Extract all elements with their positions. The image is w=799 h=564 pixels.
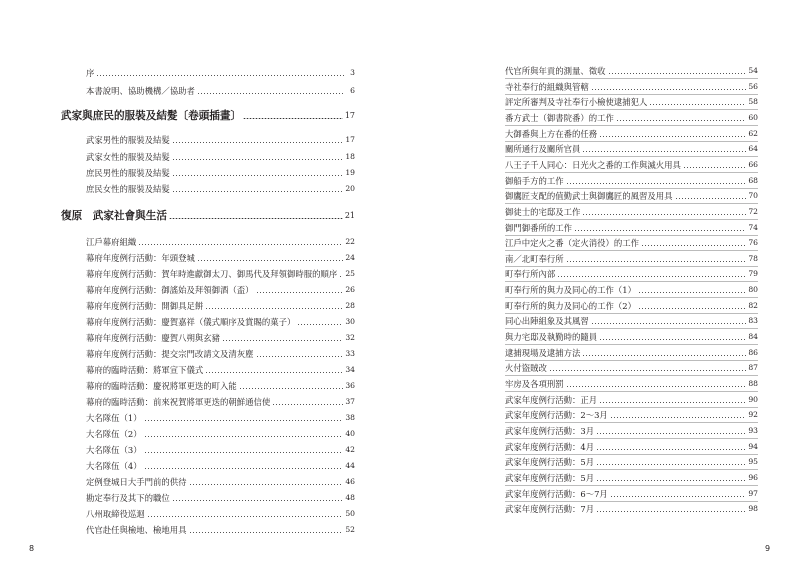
toc-entry-page: 36: [345, 381, 355, 390]
toc-entry: [505, 158, 758, 172]
dot-leader: [96, 75, 344, 76]
dot-leader: [599, 339, 746, 340]
toc-entry: [505, 95, 758, 109]
toc-entry-title: 武家年度例行活動：4月: [505, 442, 595, 452]
toc-entry-page: 52: [345, 525, 355, 534]
toc-entry-title: 武家年度例行活動：正月: [505, 395, 598, 405]
dot-leader: [599, 136, 746, 137]
toc-entry-title: 牢房及各項刑罰: [505, 379, 564, 389]
toc-entry: [61, 182, 355, 196]
toc-entry-title: 庶民女性的服裝及結髮: [86, 184, 170, 194]
toc-entry-page: 82: [748, 301, 758, 310]
page-number-right: 9: [765, 544, 771, 553]
toc-entry: [505, 502, 758, 516]
dot-leader: [574, 230, 746, 231]
toc-entry: [505, 299, 758, 313]
toc-entry-title: 御徒士的宅邸及工作: [505, 207, 581, 217]
toc-entry-page: 60: [748, 113, 758, 122]
toc-entry: [61, 523, 355, 537]
toc-entry: [61, 267, 355, 281]
row-divider: [505, 281, 758, 282]
toc-entry-title: 幕府年度例行活動：御謠始及拜領御酒（盃）: [86, 285, 254, 295]
toc-entry: [61, 507, 355, 521]
toc-entry-title: 大名隊伍（1）: [86, 413, 142, 423]
toc-entry: [61, 443, 355, 457]
dot-leader: [608, 73, 747, 74]
row-divider: [505, 203, 758, 204]
toc-entry-title: 幕府年度例行活動：年頭登城: [86, 253, 195, 263]
toc-entry: [61, 395, 355, 409]
dot-leader: [222, 340, 343, 341]
toc-entry-title: 大名隊伍（3）: [86, 445, 142, 455]
toc-entry: [61, 133, 355, 147]
dot-leader: [172, 142, 344, 143]
toc-entry-title: 江戶中定火之番（定火消役）的工作: [505, 238, 639, 248]
toc-entry-page: 38: [345, 413, 355, 422]
dot-leader: [189, 484, 344, 485]
dot-leader: [549, 370, 746, 371]
toc-entry: [61, 363, 355, 377]
dot-leader: [205, 308, 343, 309]
dot-leader: [144, 468, 344, 469]
toc-entry: [505, 346, 758, 360]
toc-entry-page: 28: [345, 301, 355, 310]
toc-entry-title: 寺社奉行的組織與管轄: [505, 82, 589, 92]
toc-entry-page: 96: [748, 473, 758, 482]
dot-leader: [256, 356, 344, 357]
toc-entry-page: 46: [345, 477, 355, 486]
toc-entry: [505, 80, 758, 94]
toc-entry-page: 68: [748, 176, 758, 185]
toc-entry-page: 22: [345, 237, 355, 246]
toc-entry-title: 幕府的臨時活動：前來祝賀將軍更迭的朝鮮通信使: [86, 397, 271, 407]
toc-entry-page: 54: [748, 66, 758, 75]
dot-leader: [596, 449, 746, 450]
toc-entry-page: 58: [748, 97, 758, 106]
toc-entry-page: 37: [345, 397, 355, 406]
dot-leader: [144, 452, 344, 453]
dot-leader: [596, 511, 746, 512]
toc-entry-title: 大名隊伍（2）: [86, 429, 142, 439]
dot-leader: [197, 93, 344, 94]
toc-entry-title: 幕府年度例行活動：賀年時進獻御太刀、御馬代及拜領御時服的順序: [86, 269, 338, 279]
toc-entry-page: 97: [748, 489, 758, 498]
toc-entry-page: 92: [748, 410, 758, 419]
toc-entry: [505, 330, 758, 344]
toc-entry-title: 御鷹匠支配的值勤武士與御鷹匠的風習及用具: [505, 191, 673, 201]
toc-entry: [61, 299, 355, 313]
toc-entry-page: 98: [748, 504, 758, 513]
toc-entry-title: 南／北町奉行所: [505, 254, 564, 264]
dot-leader: [138, 244, 343, 245]
toc-entry: [61, 491, 355, 505]
toc-entry-title: 武家年度例行活動：5月: [505, 473, 595, 483]
toc-entry-page: 64: [748, 144, 758, 153]
dot-leader: [144, 420, 344, 421]
toc-entry-title: 幕府年度例行活動：開御具足餅: [86, 301, 204, 311]
toc-entry: [505, 142, 758, 156]
toc-entry-title: 幕府年度例行活動：慶賀八朔與玄豬: [86, 333, 220, 343]
toc-entry-page: 48: [345, 493, 355, 502]
toc-entry-page: 79: [748, 269, 758, 278]
toc-entry: [61, 331, 355, 345]
dot-leader: [557, 276, 746, 277]
dot-leader: [239, 388, 344, 389]
dot-leader: [591, 89, 747, 90]
toc-entry: [505, 487, 758, 501]
toc-entry: [505, 408, 758, 422]
toc-entry: [505, 174, 758, 188]
toc-entry-title: 勘定奉行及其下的職位: [86, 493, 170, 503]
toc-entry-title: 序: [86, 68, 95, 78]
toc-entry-title: 武家年度例行活動：6～7月: [505, 489, 608, 499]
row-divider: [505, 297, 758, 298]
toc-entry: [505, 283, 758, 297]
row-divider: [505, 219, 758, 220]
toc-entry-page: 3: [350, 68, 355, 77]
toc-entry-title: 幕府的臨時活動：將軍宣下儀式: [86, 365, 204, 375]
dot-leader: [683, 167, 746, 168]
toc-entry-page: 50: [345, 509, 355, 518]
toc-entry: [505, 189, 758, 203]
row-divider: [505, 391, 758, 392]
toc-entry: [505, 440, 758, 454]
row-divider: [505, 422, 758, 423]
toc-entry: [505, 252, 758, 266]
toc-entry: [505, 393, 758, 407]
toc-entry-page: 90: [748, 395, 758, 404]
dot-leader: [638, 292, 746, 293]
toc-entry-page: 72: [748, 207, 758, 216]
dot-leader: [596, 464, 746, 465]
toc-entry-page: 62: [748, 129, 758, 138]
toc-entry-page: 33: [345, 349, 355, 358]
row-divider: [505, 438, 758, 439]
toc-entry-page: 24: [345, 253, 355, 262]
toc-entry: [505, 471, 758, 485]
dot-leader: [172, 500, 344, 501]
toc-entry-page: 20: [345, 184, 355, 193]
toc-entry-page: 26: [345, 285, 355, 294]
dot-leader: [172, 175, 344, 176]
toc-entry-title: 武家年度例行活動：2～3月: [505, 410, 608, 420]
toc-entry-page: 17: [344, 111, 355, 120]
toc-entry: [61, 107, 355, 125]
row-divider: [505, 344, 758, 345]
toc-entry-title: 庶民男性的服裝及結髮: [86, 168, 170, 178]
toc-entry-title: 與力宅邸及執勤時的隨員: [505, 332, 598, 342]
dot-leader: [566, 386, 747, 387]
toc-entry-page: 44: [345, 461, 355, 470]
toc-entry-title: 武家男性的服裝及結髮: [86, 135, 170, 145]
toc-entry-title: 同心出陣組象及其風習: [505, 316, 589, 326]
toc-entry-title: 大名隊伍（4）: [86, 461, 142, 471]
toc-entry-title: 町奉行所的與力及同心的工作（1）: [505, 285, 636, 295]
toc-entry-title: 幕府的臨時活動：慶祝將軍更迭的町入能: [86, 381, 237, 391]
toc-entry-title: 江戶幕府組織: [86, 237, 137, 247]
page-number-left: 8: [29, 544, 35, 553]
toc-entry-title: 評定所審判及寺社奉行小檢使逮捕犯人: [505, 97, 648, 107]
dot-leader: [610, 496, 747, 497]
row-divider: [505, 469, 758, 470]
dot-leader: [243, 118, 343, 119]
toc-entry-page: 70: [748, 191, 758, 200]
dot-leader: [566, 183, 747, 184]
toc-entry-page: 17: [345, 135, 355, 144]
dot-leader: [596, 480, 746, 481]
toc-entry: [505, 221, 758, 235]
dot-leader: [172, 191, 344, 192]
row-divider: [505, 375, 758, 376]
dot-leader: [297, 324, 343, 325]
toc-entry-title: 町奉行所內部: [505, 269, 556, 279]
toc-entry-title: 八州取締役巡迴: [86, 509, 145, 519]
toc-entry-title: 幕府年度例行活動：提交宗門改請文及清灰塵: [86, 349, 254, 359]
dot-leader: [339, 276, 343, 277]
toc-entry-title: 幕府年度例行活動：慶賀嘉祥（儀式順序及賞賜的菓子）: [86, 317, 296, 327]
toc-entry: [61, 84, 355, 98]
toc-entry: [61, 427, 355, 441]
dot-leader: [591, 323, 747, 324]
toc-entry: [505, 455, 758, 469]
toc-entry: [61, 475, 355, 489]
toc-entry-title: 武家女性的服裝及結髮: [86, 152, 170, 162]
toc-entry: [61, 283, 355, 297]
toc-entry-page: 32: [345, 333, 355, 342]
toc-entry-title: 關所通行及關所官員: [505, 144, 581, 154]
toc-entry-page: 18: [345, 152, 355, 161]
toc-entry-title: 御門御番所的工作: [505, 223, 572, 233]
toc-entry: [61, 459, 355, 473]
toc-entry: [61, 315, 355, 329]
row-divider: [505, 78, 758, 79]
dot-leader: [205, 372, 343, 373]
toc-entry-page: 40: [345, 429, 355, 438]
toc-entry: [505, 111, 758, 125]
toc-entry-page: 78: [748, 254, 758, 263]
row-divider: [505, 125, 758, 126]
toc-entry-page: 88: [748, 379, 758, 388]
row-divider: [505, 109, 758, 110]
toc-entry-title: 八王子千人同心：日光火之番的工作與滅火用具: [505, 160, 681, 170]
dot-leader: [256, 292, 344, 293]
dot-leader: [566, 261, 747, 262]
row-divider: [505, 172, 758, 173]
toc-entry-page: 84: [748, 332, 758, 341]
toc-entry-page: 25: [345, 269, 355, 278]
toc-entry-page: 94: [748, 442, 758, 451]
toc-entry-page: 34: [345, 365, 355, 374]
toc-entry: [61, 235, 355, 249]
toc-entry-page: 83: [748, 316, 758, 325]
toc-entry-page: 74: [748, 223, 758, 232]
toc-entry: [61, 150, 355, 164]
row-divider: [505, 485, 758, 486]
toc-entry: [505, 64, 758, 78]
row-divider: [505, 250, 758, 251]
toc-entry-page: 95: [748, 457, 758, 466]
toc-entry: [61, 66, 355, 80]
toc-entry-page: 80: [748, 285, 758, 294]
dot-leader: [582, 355, 746, 356]
dot-leader: [610, 417, 747, 418]
toc-entry-title: 武家年度例行活動：7月: [505, 504, 595, 514]
toc-entry-title: 武家與庶民的服裝及結髮〔卷頭插畫〕: [61, 110, 242, 122]
toc-entry: [505, 127, 758, 141]
toc-entry-page: 76: [748, 238, 758, 247]
toc-entry: [61, 379, 355, 393]
dot-leader: [649, 104, 746, 105]
dot-leader: [641, 245, 746, 246]
toc-entry: [505, 424, 758, 438]
toc-entry-title: 本書說明、協助機構／協助者: [86, 86, 195, 96]
toc-entry-title: 大御番與上方在番的任務: [505, 129, 598, 139]
toc-entry-title: 定例登城日大手門前的供待: [86, 477, 187, 487]
toc-entry-title: 武家年度例行活動：3月: [505, 426, 595, 436]
toc-entry-page: 56: [748, 82, 758, 91]
dot-leader: [169, 218, 343, 219]
dot-leader: [147, 516, 344, 517]
toc-entry-page: 6: [350, 86, 355, 95]
toc-entry: [505, 267, 758, 281]
toc-entry-title: 番方武士（御書院番）的工作: [505, 113, 614, 123]
toc-entry: [61, 166, 355, 180]
toc-entry: [61, 347, 355, 361]
dot-leader: [582, 214, 746, 215]
toc-entry-title: 代官赴任與檢地、檢地用具: [86, 525, 187, 535]
dot-leader: [599, 402, 746, 403]
toc-entry: [505, 361, 758, 375]
dot-leader: [582, 151, 746, 152]
toc-entry: [61, 411, 355, 425]
toc-entry-page: 66: [748, 160, 758, 169]
toc-entry-page: 87: [748, 363, 758, 372]
dot-leader: [638, 308, 746, 309]
toc-entry-title: 逮捕現場及逮捕方法: [505, 348, 581, 358]
toc-entry: [505, 314, 758, 328]
toc-entry-page: 86: [748, 348, 758, 357]
toc-entry-title: 代官所與年貢的測量、徵收: [505, 66, 606, 76]
toc-entry: [505, 236, 758, 250]
toc-entry-title: 御船手方的工作: [505, 176, 564, 186]
dot-leader: [596, 433, 746, 434]
toc-entry: [61, 251, 355, 265]
toc-entry-title: 町奉行所的與力及同心的工作（2）: [505, 301, 636, 311]
dot-leader: [172, 159, 344, 160]
toc-entry-page: 42: [345, 445, 355, 454]
dot-leader: [616, 120, 746, 121]
dot-leader: [675, 198, 747, 199]
toc-entry: [61, 207, 355, 225]
toc-entry-page: 30: [345, 317, 355, 326]
toc-entry-title: 復原 武家社會與生活: [61, 210, 167, 222]
toc-entry-page: 21: [344, 211, 355, 220]
toc-entry-title: 火付盜賊改: [505, 363, 547, 373]
dot-leader: [144, 436, 344, 437]
toc-entry-page: 93: [748, 426, 758, 435]
row-divider: [505, 156, 758, 157]
toc-entry: [505, 205, 758, 219]
toc-entry: [505, 377, 758, 391]
dot-leader: [189, 532, 344, 533]
dot-leader: [272, 404, 343, 405]
toc-entry-page: 19: [345, 168, 355, 177]
toc-entry-title: 武家年度例行活動：5月: [505, 457, 595, 467]
row-divider: [505, 328, 758, 329]
dot-leader: [197, 260, 343, 261]
